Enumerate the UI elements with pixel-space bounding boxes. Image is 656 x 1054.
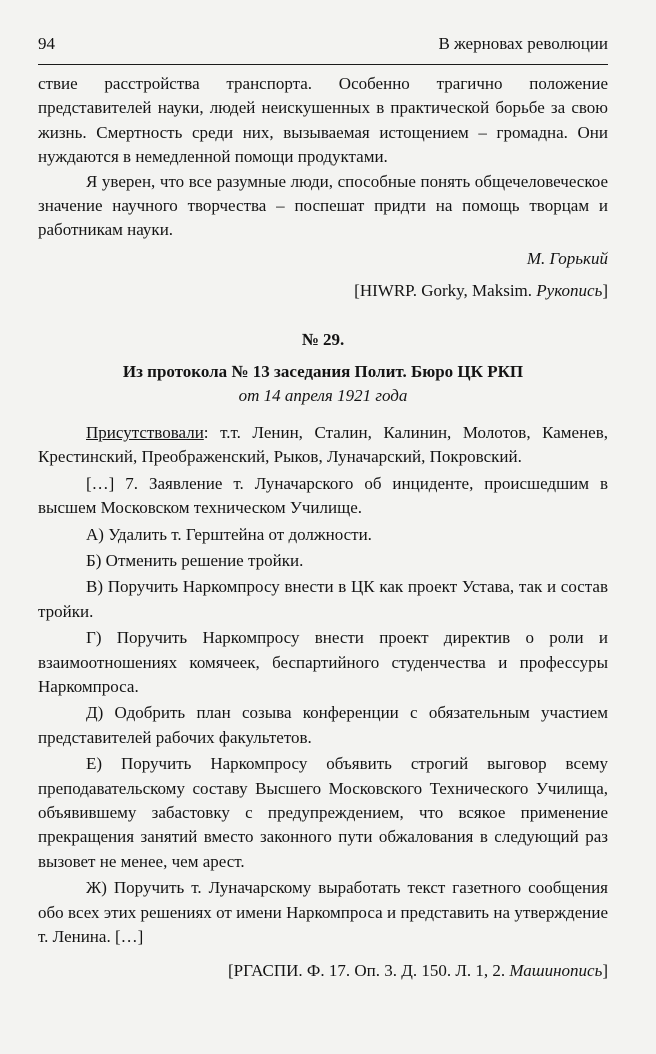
document-title: Из протокола № 13 заседания Полит. Бюро ЦК РКП xyxy=(122,362,524,382)
header-rule xyxy=(38,64,608,65)
letter-source-citation xyxy=(38,279,608,303)
page-body xyxy=(38,72,608,984)
resolution-item: Д) Одобрить план созыва конференции с обязательным участием представителей рабочих факультетов. xyxy=(38,703,608,747)
letter-paragraph-continued: ствие расстройства транспорта. Особенно трагично положение представителей науки, людей неискушенных в практической борьбе за свою жизнь. Смертность среди них, вызываемая истощением – громадна. Они нуждаются в немедленной помощи продуктами. xyxy=(38,74,608,167)
citation-close: ] xyxy=(602,281,608,301)
letter-signature: М. Горький xyxy=(526,248,608,268)
document-date: от 14 апреля 1921 года xyxy=(238,386,408,406)
resolution-item: Е) Поручить Наркомпросу объявить строгий выговор всему преподавательскому составу Высшего Московского Технического Училища, объявившему забастовку с предупреждением, что всякое применение прекращения занятий вместо законного пути обжалования в следующий раз вызовет не менее, чем арест. xyxy=(38,754,608,871)
letter-paragraph: Я уверен, что все разумные люди, способные понять общечеловеческое значение научного творчества – поспешат придти на помощь творцам и работникам науки. xyxy=(38,171,608,240)
running-head-title: В жерновах революции xyxy=(438,34,608,53)
page-number: 94 xyxy=(38,34,55,53)
resolution-item: Ж) Поручить т. Луначарскому выработать текст газетного сообщения обо всех этих решениях от имени Наркомпроса и представить на утверждение т. Ленина. […] xyxy=(38,878,608,946)
document-source-citation xyxy=(38,959,608,983)
resolution-item: А) Удалить т. Герштейна от должности. xyxy=(86,524,372,544)
document-number: № 29. xyxy=(301,329,345,349)
citation-type: Рукопись xyxy=(536,281,603,301)
citation-close: ] xyxy=(602,961,608,981)
resolution-item: В) Поручить Наркомпросу внести в ЦК как проект Устава, так и состав тройки. xyxy=(38,577,608,621)
citation-text: [HIWRP. Gorky, Maksim. xyxy=(354,281,537,301)
citation-text: [РГАСПИ. Ф. 17. Оп. 3. Д. 150. Л. 1, 2. xyxy=(228,961,510,981)
attendance-list: : т.т. Ленин, Сталин, Калинин, Молотов, Каменев, Крестинский, Преображенский, Рыков, Луначарский, Покровский. xyxy=(38,422,608,467)
agenda-item: […] 7. Заявление т. Луначарского об инциденте, происшедшим в высшем Московском техническом Училище. xyxy=(38,473,608,518)
attendance-label: Присутствовали xyxy=(86,422,204,442)
citation-type: Машинопись xyxy=(509,961,603,981)
resolution-item: Б) Отменить решение тройки. xyxy=(86,550,304,570)
running-head xyxy=(38,28,608,60)
resolution-item: Г) Поручить Наркомпросу внести проект директив о роли и взаимоотношениях комячеек, беспартийного студенчества и профессуры Наркомпроса. xyxy=(38,628,608,696)
attendance-paragraph xyxy=(38,421,608,470)
